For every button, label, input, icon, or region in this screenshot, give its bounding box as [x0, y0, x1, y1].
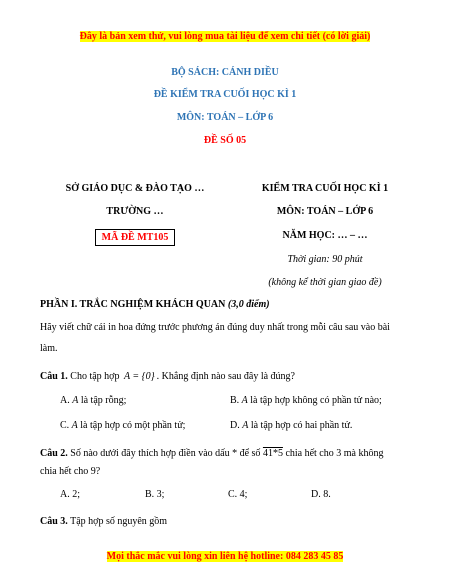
school-name: TRƯỜNG …: [106, 206, 164, 217]
option-letter: C.: [60, 420, 70, 431]
preview-banner: [0, 26, 450, 44]
question-2-line2: chia hết cho 9?: [40, 466, 101, 477]
question-1: [40, 371, 295, 382]
exam-number: ĐỀ SỐ 05: [203, 135, 247, 146]
part1-title: PHẦN I. TRẮC NGHIỆM KHÁCH QUAN: [40, 299, 226, 310]
exam-code: MÃ ĐỀ MT105: [95, 229, 176, 246]
option-text: là tập rỗng;: [80, 395, 127, 406]
subject-title: MÔN: TOÁN – LỚP 6: [176, 112, 274, 123]
question-2-label: Câu 2.: [40, 448, 68, 459]
hotline-banner-text: Mọi thắc mắc vui lòng xin liên hệ hotline: 084 283 45 85: [106, 551, 344, 562]
option-text: là tập hợp có một phần tử;: [80, 420, 186, 431]
part1-instruction-line2: làm.: [40, 343, 58, 354]
part1-instruction-line1: Hãy viết chữ cái in hoa đứng trước phương án đúng duy nhất trong mỗi câu sau vào bài: [40, 322, 390, 333]
option-variable: A: [241, 395, 248, 406]
school-year: NĂM HỌC: … – …: [282, 230, 368, 241]
department-name: SỞ GIÁO DỤC & ĐÀO TẠO …: [65, 183, 205, 194]
question-1-option-c: [60, 420, 185, 431]
part1-heading: [40, 299, 270, 310]
option-variable: A: [242, 420, 249, 431]
exam-duration: Thời gian: 90 phút: [287, 254, 363, 265]
duration-note: (không kể thời gian giao đề): [268, 277, 382, 288]
question-2-option-b: B. 3;: [145, 489, 165, 500]
question-1-set-expression: A = {0}: [123, 371, 155, 382]
question-2: [40, 448, 383, 459]
exam-code-box: [40, 227, 230, 245]
option-text: là tập hợp không có phần tử nào;: [250, 395, 382, 406]
question-1-label: Câu 1.: [40, 371, 68, 382]
option-letter: D.: [230, 420, 240, 431]
question-3: [40, 516, 167, 527]
question-1-option-a: [60, 395, 126, 406]
question-2-option-a: A. 2;: [60, 489, 80, 500]
right-exam-title: KIỂM TRA CUỐI HỌC KÌ 1: [261, 183, 389, 194]
question-1-option-d: [230, 420, 352, 431]
option-variable: A: [72, 395, 79, 406]
option-letter: B.: [230, 395, 240, 406]
hotline-banner: [0, 546, 450, 564]
book-series: BỘ SÁCH: CÁNH DIỀU: [171, 67, 279, 78]
question-2-option-d: D. 8.: [311, 489, 331, 500]
right-subject: MÔN: TOÁN – LỚP 6: [276, 206, 374, 217]
question-1-stem: Cho tập hợp: [70, 371, 120, 382]
option-letter: A.: [60, 395, 70, 406]
question-2-number: 41*5: [262, 448, 283, 459]
question-1-stem-tail: . Khẳng định nào sau đây là đúng?: [156, 371, 295, 382]
part1-points: (3,0 điểm): [227, 299, 270, 310]
option-text: là tập hợp có hai phần tử.: [250, 420, 353, 431]
option-variable: A: [71, 420, 78, 431]
question-2-stem-tail: chia hết cho 3 mà không: [285, 448, 384, 459]
question-2-option-c: C. 4;: [228, 489, 248, 500]
question-3-label: Câu 3.: [40, 516, 68, 527]
question-2-stem: Số nào dưới đây thích hợp điền vào dấu * để số: [70, 448, 261, 459]
question-3-stem: Tập hợp số nguyên gồm: [70, 516, 168, 527]
preview-banner-text: Đây là bản xem thử, vui lòng mua tài liệu để xem chi tiết (có lời giải): [79, 31, 371, 42]
question-1-option-b: [230, 395, 382, 406]
exam-title: ĐỀ KIỂM TRA CUỐI HỌC KÌ 1: [153, 89, 297, 100]
